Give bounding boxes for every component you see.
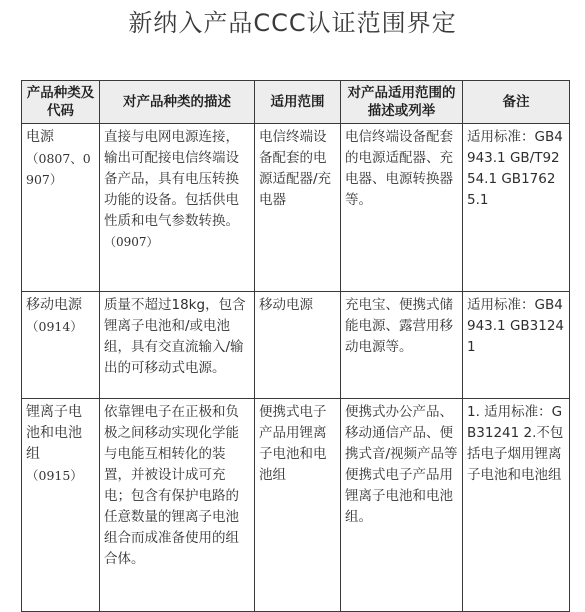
note-cell: 适用标准：GB4943.1 GB/T9254.1 GB17625.1 [463,124,570,292]
scope-cell: 电信终端设备配套的电源适配器/充电器 [255,124,341,292]
scope-cell: 便携式电子产品用锂离子电池和电池组 [255,399,341,612]
header-category: 产品种类及代码 [22,81,100,124]
header-scope-detail: 对产品适用范围的描述或列举 [341,81,463,124]
description-text: 直接与电网电源连接，输出可配接电信终端设备产品，具有电压转换功能的设备。包括供电性质和电气参数转换。 [104,129,239,229]
scope-cell: 移动电源 [255,292,341,399]
category-code: （0914） [26,319,83,334]
category-name: 锂离子电池和电池组 [26,404,82,462]
note-cell: 1. 适用标准：GB31241 2.不包括电子烟用锂离子电池和电池组 [463,399,570,612]
note-cell: 适用标准：GB4943.1 GB31241 [463,292,570,399]
description-cell [100,124,255,292]
table-row [22,399,570,612]
table-row [22,124,570,292]
scope-detail-cell: 便携式办公产品、移动通信产品、便携式音/视频产品等便携式电子产品用锂离子电池和电池组。 [341,399,463,612]
category-cell [22,399,100,612]
table-header-row [22,81,570,124]
category-cell [22,124,100,292]
category-code: （0807、0907） [26,151,91,187]
table-row [22,292,570,399]
description-cell: 依靠锂电子在正极和负极之间移动实现化学能与电能互相转化的装置，并被设计成可充电；包含有保护电路的任意数量的锂离子电池组合而成准备使用的组合体。 [100,399,255,612]
header-scope: 适用范围 [255,81,341,124]
ccc-scope-table [21,80,570,612]
category-code: （0915） [26,468,83,483]
category-cell [22,292,100,399]
description-code: （0907） [104,235,159,249]
header-note: 备注 [463,81,570,124]
scope-detail-cell: 充电宝、便携式储能电源、露营用移动电源等。 [341,292,463,399]
category-name: 移动电源 [26,297,82,313]
header-description: 对产品种类的描述 [100,81,255,124]
scope-detail-cell: 电信终端设备配套的电源适配器、充电器、电源转换器等。 [341,124,463,292]
description-cell: 质量不超过18kg，包含锂离子电池和/或电池组，具有交直流输入/输出的可移动式电源。 [100,292,255,399]
category-name: 电源 [26,129,54,145]
document-title: 新纳入产品CCC认证范围界定 [128,9,457,37]
